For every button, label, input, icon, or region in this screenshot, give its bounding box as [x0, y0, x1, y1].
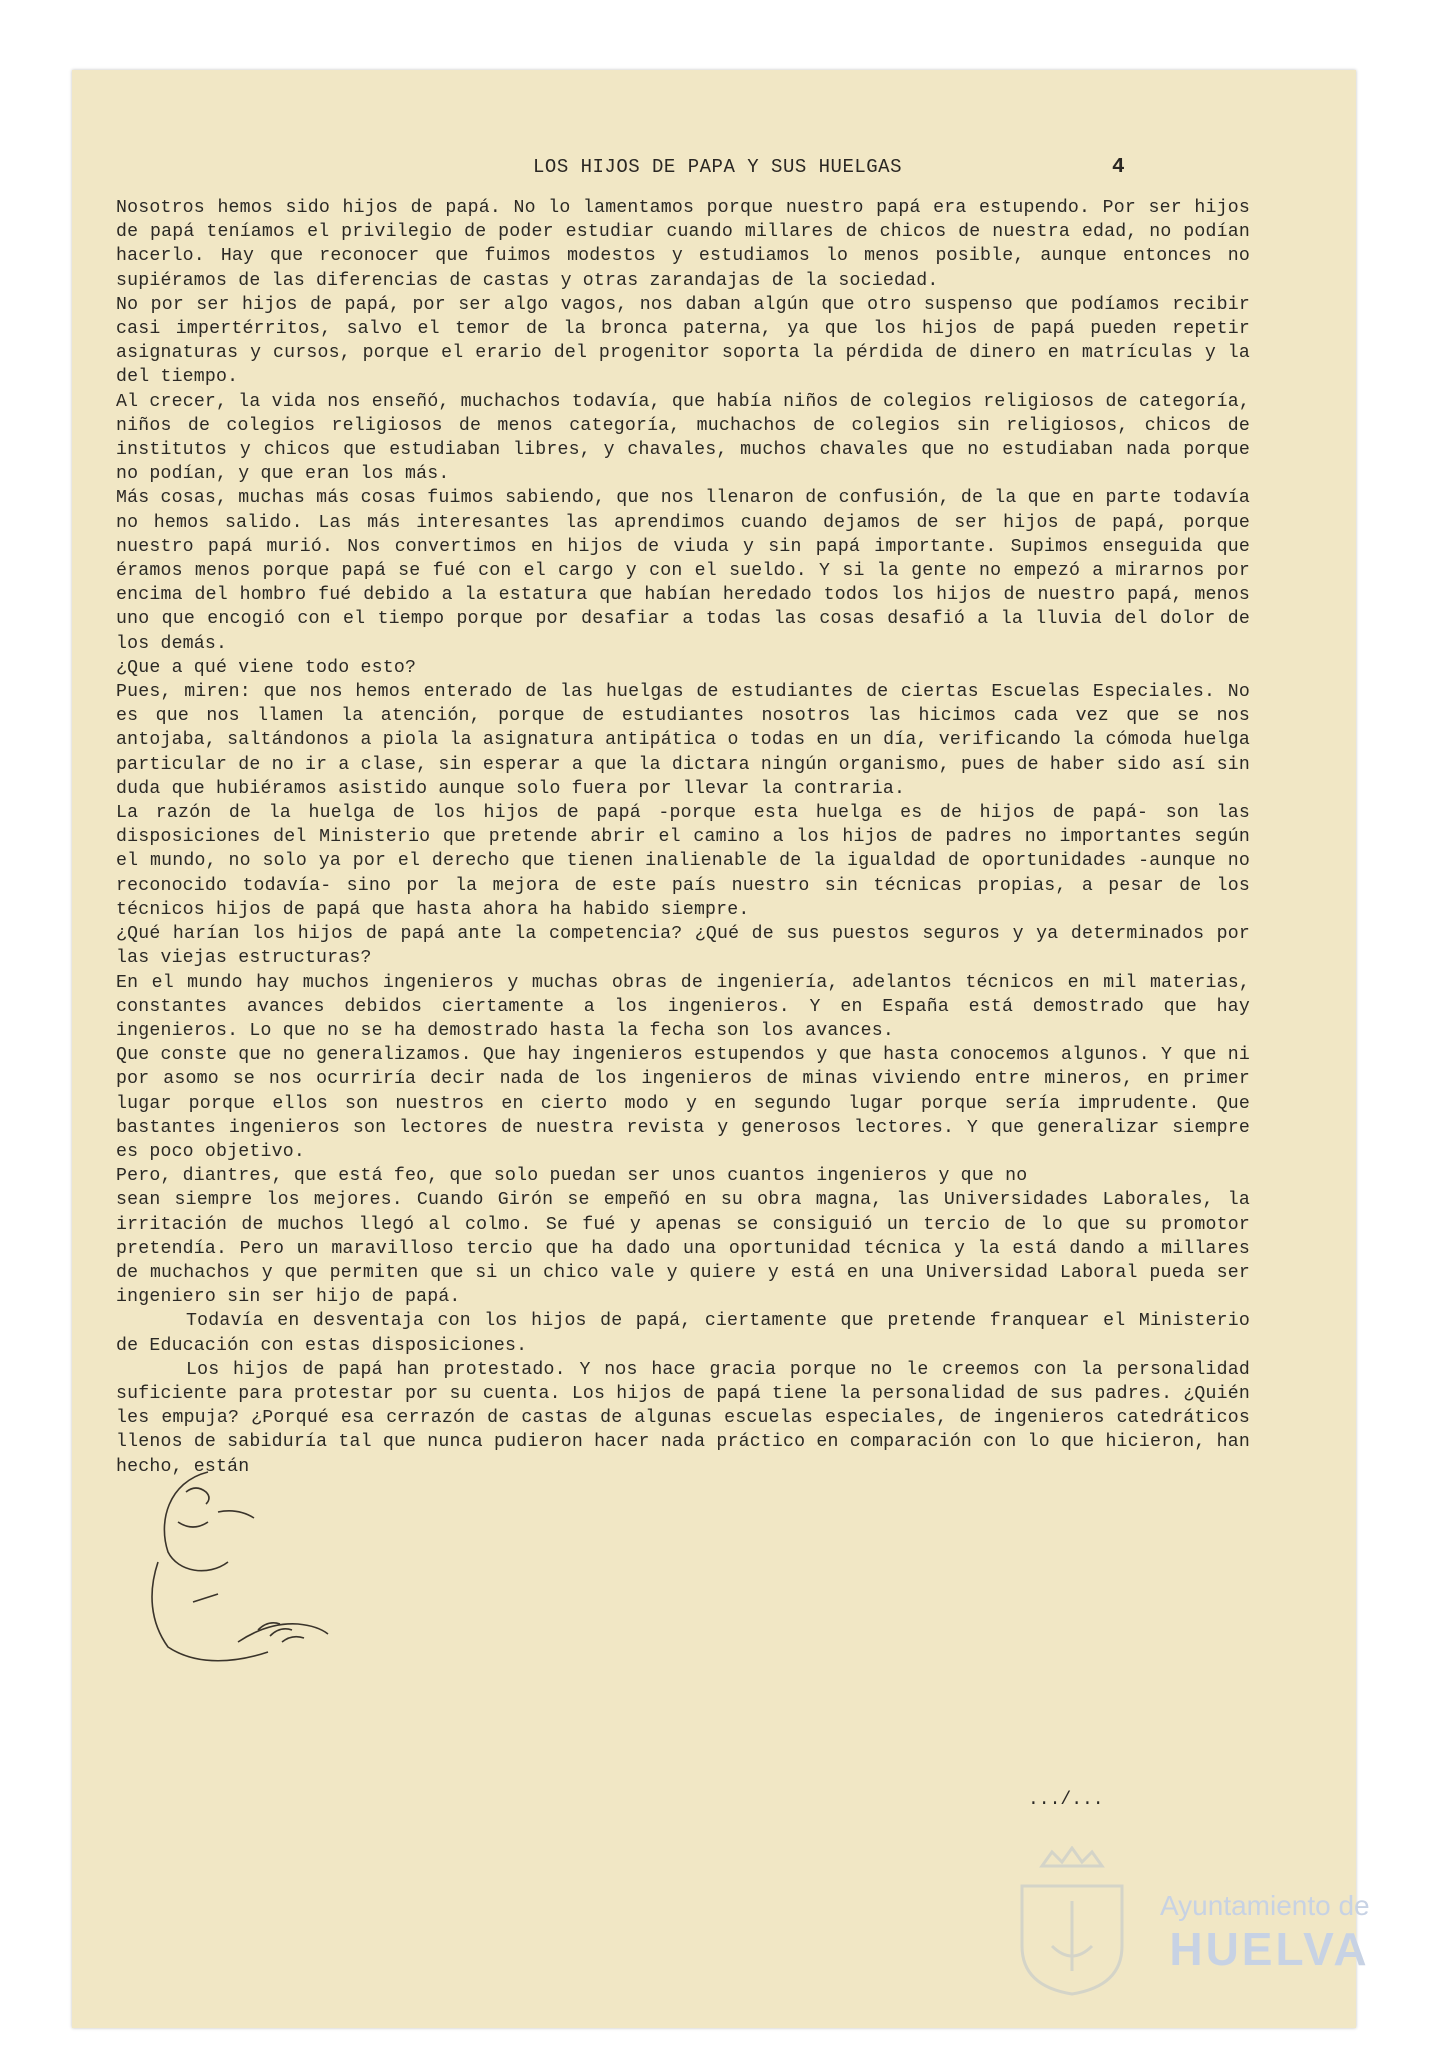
paragraph: En el mundo hay muchos ingenieros y muchas obras de ingeniería, adelantos técnicos en mil materias, constantes avances debidos ciertamente a los ingenieros. Y en España está demostrado que hay ingenieros. Lo que no se ha demostrado hasta la fecha son los avances.: [116, 972, 1250, 1041]
hand-drawn-sketch-icon: [138, 1452, 338, 1672]
paragraph: No por ser hijos de papá, por ser algo vagos, nos daban algún que otro suspenso que podíamos recibir casi impertérritos, salvo el temor de la bronca paterna, ya que los hijos de papá pueden repetir asignaturas y cursos, porque el erario del progenitor soporta la pérdida de dinero en matrículas y la del tiempo.: [116, 294, 1250, 388]
page-number: 4: [1112, 156, 1125, 179]
watermark-line1: Ayuntamiento de: [1160, 1890, 1370, 1921]
paragraph: Nosotros hemos sido hijos de papá. No lo lamentamos porque nuestro papá era estupendo. Por ser hijos de papá teníamos el privilegio de poder estudiar cuando millares de chicos de nuestra edad, no podían hacerlo. Hay que reconocer que fuimos modestos y estudiamos lo menos posible, aunque entonces no supiéramos de las diferencias de castas y otras zarandajas de la sociedad.: [116, 198, 1250, 291]
indented-paragraph: Todavía en desventaja con los hijos de papá, ciertamente que pretende franquear el Ministerio de Educación con estas disposiciones.: [116, 1311, 1250, 1356]
paragraph: Al crecer, la vida nos enseñó, muchachos todavía, que había niños de colegios religiosos de categoría, niños de colegios religiosos de menos categoría, muchachos de colegios sin religiosos, chicos de institutos y chicos que estudiaban libres, y chavales, muchos chavales que no estudiaban nada porque no podían, y que eran los más.: [116, 391, 1250, 485]
document-body: [116, 196, 1250, 1479]
continuation-mark: .../...: [1028, 1790, 1104, 1810]
paragraph: La razón de la huelga de los hijos de papá -porque esta huelga es de hijos de papá- son las disposiciones del Ministerio que pretende abrir el camino a los hijos de padres no importantes según el mundo, no solo ya por el derecho que tienen inalienable de la igualdad de oportunidades -aunque no reconocido todavía- sino por la mejora de este país nuestro sin técnicas propias, a pesar de los técnicos hijos de papá que hasta ahora ha habido siempre.: [116, 803, 1250, 920]
header-title: LOS HIJOS DE PAPA Y SUS HUELGAS: [533, 156, 902, 178]
paragraph: ¿Que a qué viene todo esto?: [116, 657, 417, 678]
municipal-seal-icon: [1012, 1846, 1132, 1996]
indented-paragraph: sean siempre los mejores. Cuando Girón se empeñó en su obra magna, las Universidades Laborales, la irritación de muchos llegó al colmo. Se fué y apenas se consiguió un tercio de lo que su promotor pretendía. Pero un maravilloso tercio que ha dado una oportunidad técnica y la está dando a millares de muchachos y que permiten que si un chico vale y quiere y está en una Universidad Laboral pueda ser ingeniero sin ser hijo de papá.: [116, 1190, 1250, 1308]
final-paragraph: Los hijos de papá han protestado. Y nos hace gracia porque no le creemos con la personalidad suficiente para protestar por su cuenta. Los hijos de papá tiene la personalidad de sus padres. ¿Quién les empuja? ¿Porqué esa cerrazón de castas de algunas escuelas especiales, de ingenieros catedráticos llenos de sabiduría tal que nunca pudieron hacer nada práctico en comparación con lo que hicieron, han hecho, están: [116, 1359, 1250, 1477]
paragraph: Pero, diantres, que está feo, que solo puedan ser unos cuantos ingenieros y que no: [116, 1166, 1028, 1187]
paragraph: Que conste que no generalizamos. Que hay ingenieros estupendos y que hasta conocemos algunos. Y que ni por asomo se nos ocurriría decir nada de los ingenieros de minas viviendo entre mineros, en primer lugar porque ellos son nuestros en cierto modo y en segundo lugar porque sería imprudente. Que bastantes ingenieros son lectores de nuestra revista y generosos lectores. Y que generalizar siempre es poco objetivo.: [116, 1045, 1250, 1162]
paragraph: Más cosas, muchas más cosas fuimos sabiendo, que nos llenaron de confusión, de la que en parte todavía no hemos salido. Las más interesantes las aprendimos cuando dejamos de ser hijos de papá, porque nuestro papá murió. Nos convertimos en hijos de viuda y sin papá importante. Supimos enseguida que éramos menos porque papá se fué con el cargo y con el sueldo. Y si la gente no empezó a mirarnos por encima del hombro fué debido a la estatura que habían heredado todos los hijos de nuestro papá, menos uno que encogió con el tiempo porque por desafiar a todas las cosas desafió a la lluvia del dolor de los demás.: [116, 488, 1250, 654]
watermark-line2: HUELVA: [1169, 1923, 1370, 1975]
paragraph: ¿Qué harían los hijos de papá ante la competencia? ¿Qué de sus puestos seguros y ya determinados por las viejas estructuras?: [116, 924, 1250, 969]
document-header: [0, 156, 1435, 178]
paragraph: Pues, miren: que nos hemos enterado de las huelgas de estudiantes de ciertas Escuelas Especiales. No es que nos llamen la atención, porque de estudiantes nosotros las hicimos cada vez que se nos antojaba, saltándonos a piola la asignatura antipática o todas en un día, verificando la cómoda huelga particular de no ir a clase, sin esperar a que la dictara ningún organismo, pues de haber sido así sin duda que hubiéramos asistido aunque solo fuera por llevar la contraria.: [116, 682, 1250, 799]
watermark: [1160, 1890, 1370, 1976]
